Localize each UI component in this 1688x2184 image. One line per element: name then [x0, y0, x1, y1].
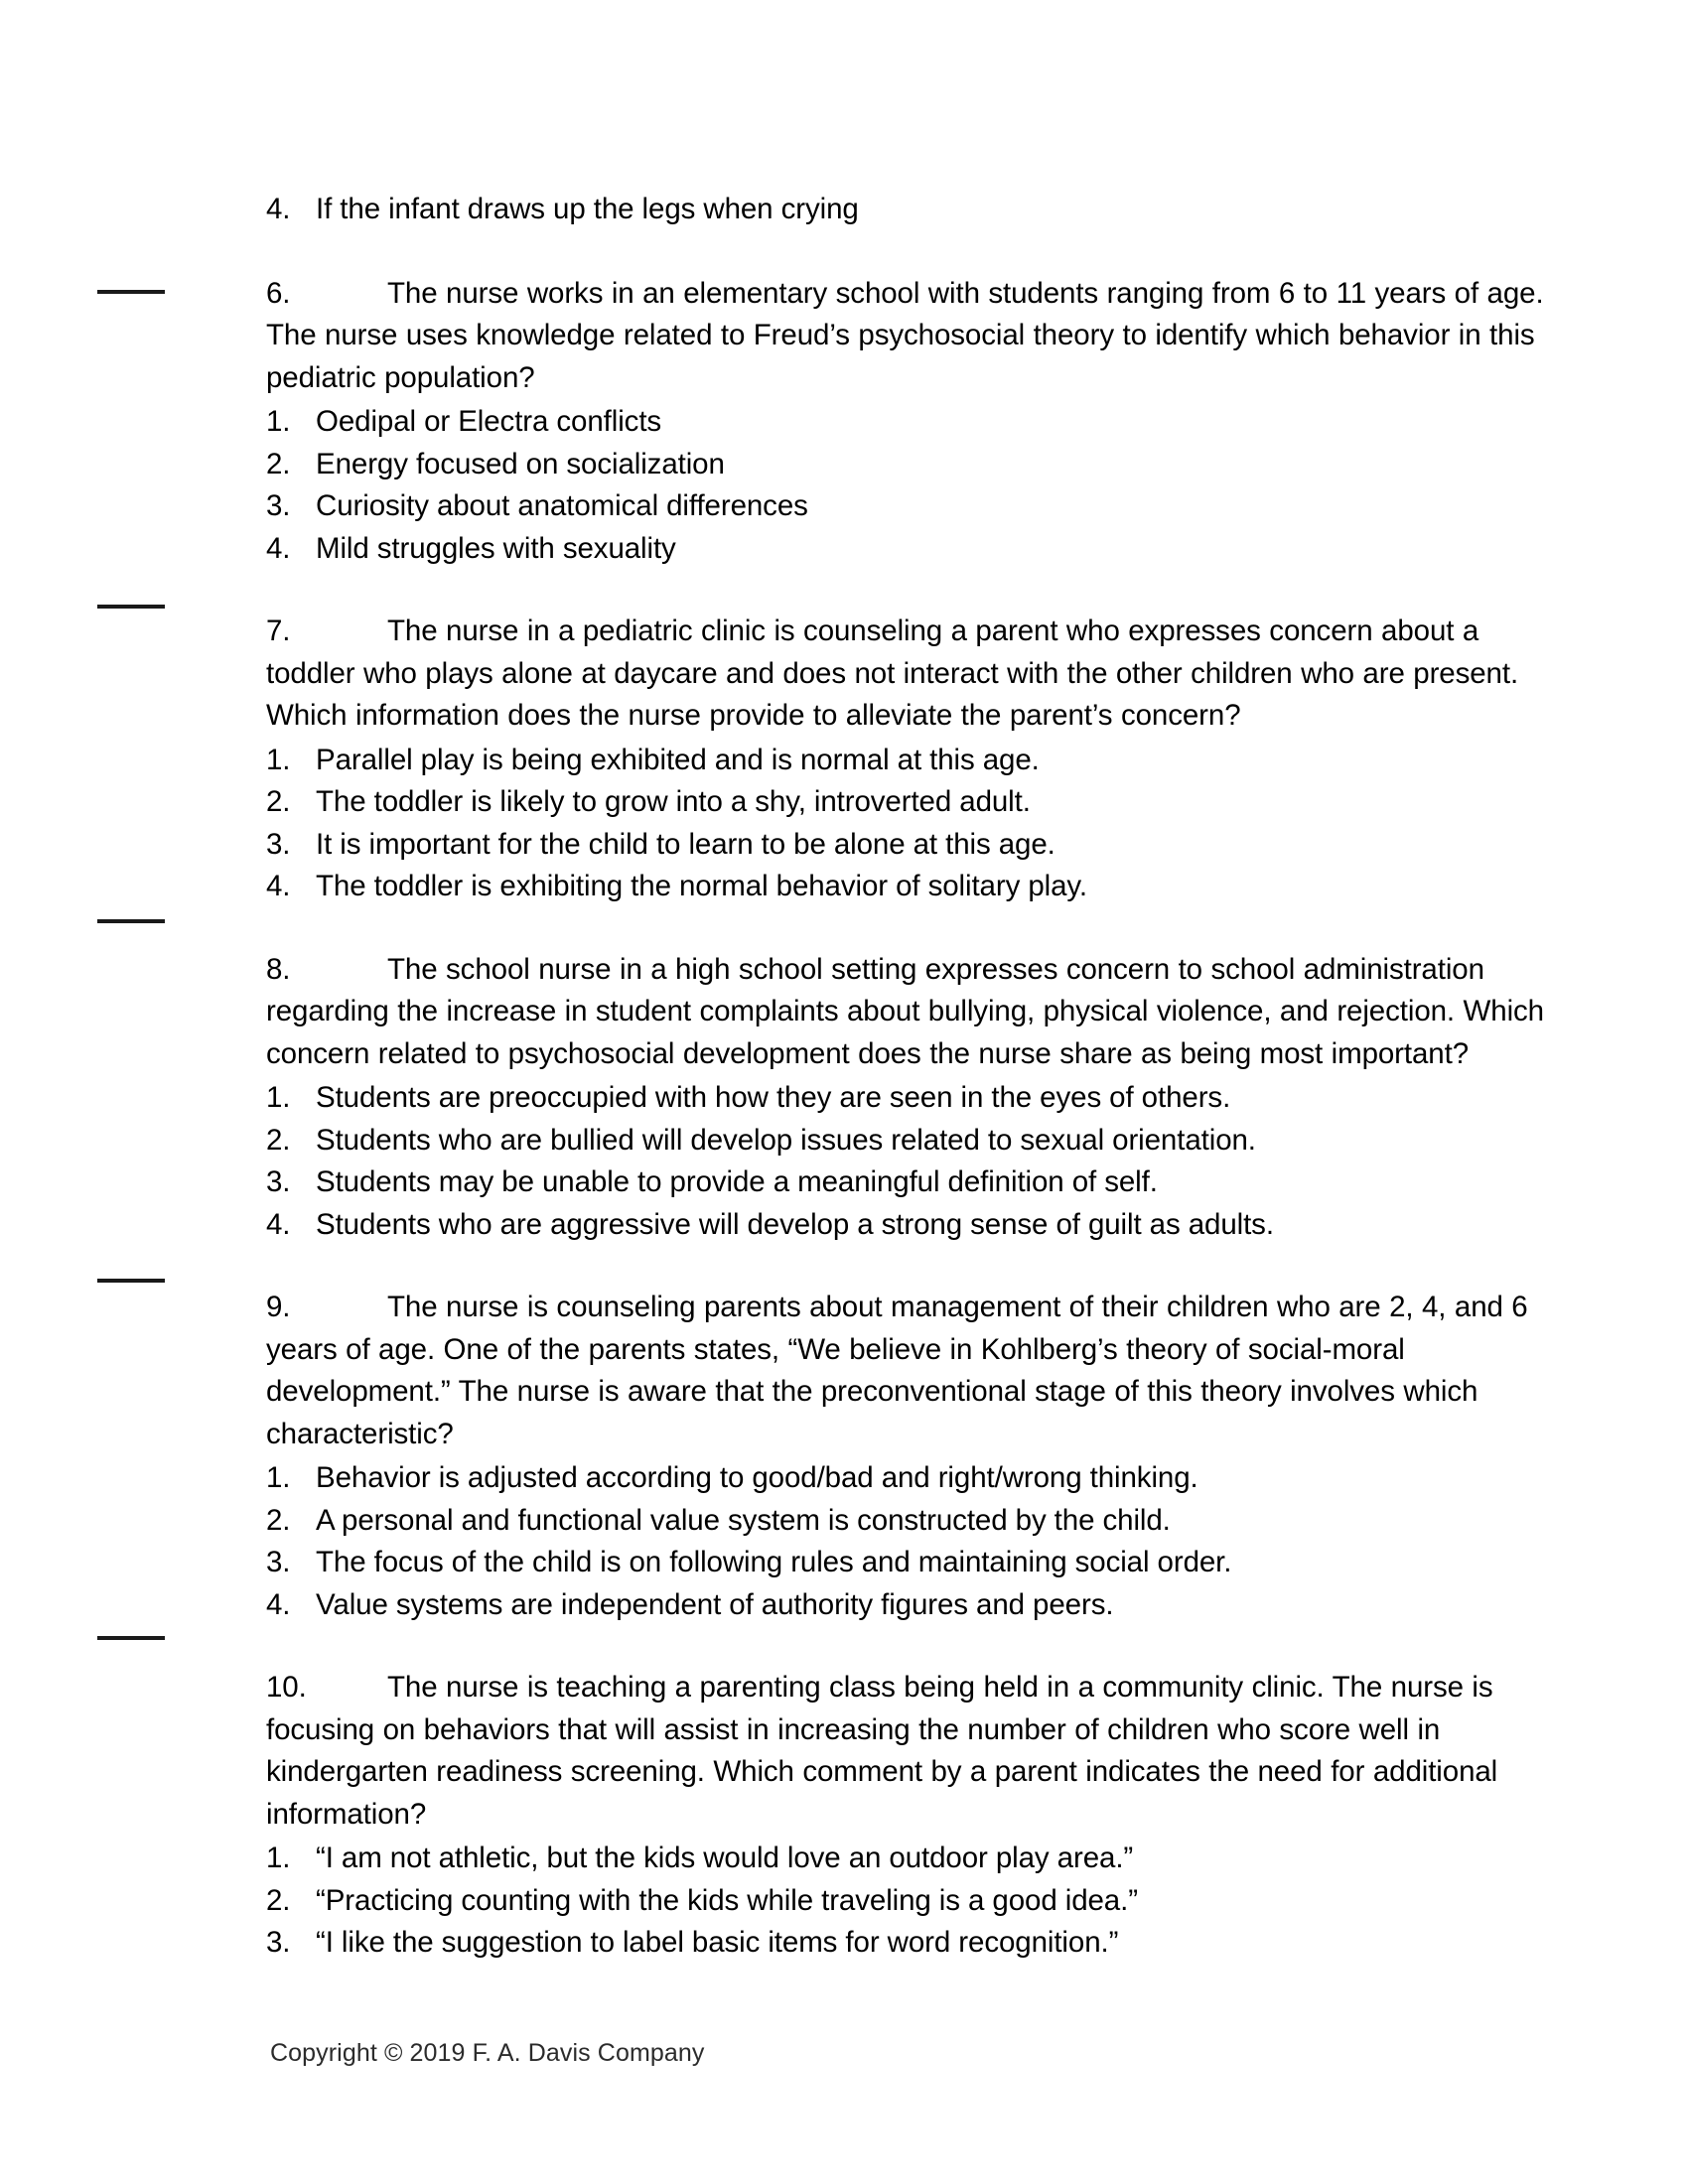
option-number: 4. [266, 193, 291, 225]
option-text: Students are preoccupied with how they are seen in the eyes of others. [316, 1081, 1231, 1114]
list-item[interactable] [266, 401, 1557, 444]
question-content [266, 189, 1557, 1965]
option-text: Mild struggles with sexuality [316, 531, 676, 565]
list-item[interactable] [266, 1161, 1557, 1204]
question-stem [266, 611, 1557, 738]
option-list [266, 1457, 1557, 1626]
option-number: 1. [266, 1842, 291, 1874]
list-item[interactable] [266, 1584, 1557, 1627]
question-block [266, 949, 1557, 1288]
option-text: Students may be unable to provide a meaningful definition of self. [316, 1165, 1158, 1198]
question-stem-text: The nurse is counseling parents about management of their children who are 2, 4, and 6 years of age. One of the parents states, “We believe in Kohlberg’s theory of social-moral development.” The nurse is aware that the preconventional stage of this theory involves which characteristic? [266, 1291, 1528, 1450]
option-text: The toddler is exhibiting the normal behavior of solitary play. [316, 870, 1087, 902]
list-item[interactable] [266, 1204, 1557, 1247]
option-text: It is important for the child to learn to be alone at this age. [316, 827, 1055, 861]
option-text: Oedipal or Electra conflicts [316, 405, 662, 438]
answer-blank-line[interactable] [97, 919, 165, 923]
question-number: 10. [266, 1671, 307, 1704]
answer-blank-line[interactable] [97, 605, 165, 609]
option-number: 4. [266, 870, 291, 902]
option-number: 2. [266, 785, 291, 818]
answer-blank-line[interactable] [97, 1279, 165, 1283]
option-text: The focus of the child is on following rules and maintaining social order. [316, 1546, 1232, 1578]
option-text: “Practicing counting with the kids while traveling is a good idea.” [316, 1883, 1138, 1917]
option-number: 3. [266, 827, 291, 861]
option-text: Behavior is adjusted according to good/bad and right/wrong thinking. [316, 1461, 1198, 1494]
question-stem [266, 1287, 1557, 1455]
question-list [266, 273, 1557, 1965]
spacer [266, 570, 1557, 611]
option-number: 3. [266, 1926, 291, 1959]
option-text: If the infant draws up the legs when crying [316, 193, 859, 225]
spacer [266, 908, 1557, 949]
option-number: 2. [266, 1503, 291, 1537]
list-item[interactable] [266, 1880, 1557, 1923]
list-item[interactable] [266, 1922, 1557, 1965]
option-number: 1. [266, 1081, 291, 1114]
option-number: 2. [266, 447, 291, 480]
question-number: 6. [266, 276, 291, 310]
option-text: “I like the suggestion to label basic items for word recognition.” [316, 1926, 1119, 1959]
option-number: 4. [266, 1587, 291, 1621]
option-text: Students who are aggressive will develop a strong sense of guilt as adults. [316, 1207, 1274, 1241]
answer-blank-line[interactable] [97, 290, 165, 294]
page-footer: Copyright © 2019 F. A. Davis Company [270, 2039, 705, 2067]
list-item[interactable] [266, 1500, 1557, 1543]
option-number: 3. [266, 489, 291, 522]
list-item[interactable] [266, 740, 1557, 782]
option-number: 2. [266, 1123, 291, 1157]
spacer [266, 1626, 1557, 1667]
question-number: 8. [266, 952, 291, 986]
option-number: 3. [266, 1165, 291, 1198]
question-stem-text: The school nurse in a high school setting expresses concern to school administration regarding the increase in student complaints about bullying, physical violence, and rejection. Which concern related to psychosocial development does the nurse share as being most important? [266, 952, 1544, 1070]
option-number: 1. [266, 405, 291, 438]
list-item[interactable] [266, 1838, 1557, 1880]
list-item[interactable] [266, 444, 1557, 486]
option-text: “I am not athletic, but the kids would love an outdoor play area.” [316, 1842, 1134, 1874]
option-text: A personal and functional value system is constructed by the child. [316, 1503, 1171, 1537]
question-block [266, 611, 1557, 949]
option-text: Parallel play is being exhibited and is normal at this age. [316, 743, 1040, 776]
carryover-option-list [266, 189, 1557, 231]
option-text: Energy focused on socialization [316, 447, 725, 480]
option-number: 4. [266, 1207, 291, 1241]
question-stem [266, 949, 1557, 1076]
option-list [266, 1838, 1557, 1965]
list-item[interactable] [266, 1120, 1557, 1162]
list-item[interactable] [266, 189, 1557, 231]
question-stem [266, 273, 1557, 400]
question-number: 7. [266, 614, 291, 647]
question-stem-text: The nurse works in an elementary school with students ranging from 6 to 11 years of age. The nurse uses knowledge related to Freud’s psychosocial theory to identify which behavior in this pediatric population? [266, 276, 1544, 394]
list-item[interactable] [266, 781, 1557, 824]
question-stem [266, 1667, 1557, 1836]
option-number: 1. [266, 1461, 291, 1494]
list-item[interactable] [266, 1457, 1557, 1500]
question-stem-text: The nurse is teaching a parenting class being held in a community clinic. The nurse is focusing on behaviors that will assist in increasing the number of children who score well in kindergarten readiness screening. Which comment by a parent indicates the need for additional information? [266, 1671, 1498, 1831]
question-number: 9. [266, 1291, 291, 1323]
option-list [266, 740, 1557, 908]
option-text: Students who are bullied will develop issues related to sexual orientation. [316, 1123, 1256, 1157]
option-number: 3. [266, 1546, 291, 1578]
list-item[interactable] [266, 1542, 1557, 1584]
list-item[interactable] [266, 1077, 1557, 1120]
option-text: Value systems are independent of authority figures and peers. [316, 1587, 1114, 1621]
question-stem-text: The nurse in a pediatric clinic is counseling a parent who expresses concern about a toddler who plays alone at daycare and does not interact with the other children who are present. Which information does the nurse provide to alleviate the parent’s concern? [266, 614, 1519, 732]
option-list [266, 401, 1557, 570]
spacer [266, 231, 1557, 273]
list-item[interactable] [266, 485, 1557, 528]
list-item[interactable] [266, 866, 1557, 908]
option-number: 1. [266, 743, 291, 776]
question-block [266, 1667, 1557, 1965]
spacer [266, 1246, 1557, 1287]
option-text: The toddler is likely to grow into a shy, introverted adult. [316, 785, 1031, 818]
option-number: 2. [266, 1883, 291, 1917]
list-item[interactable] [266, 528, 1557, 571]
option-text: Curiosity about anatomical differences [316, 489, 808, 522]
answer-blank-line[interactable] [97, 1636, 165, 1640]
option-list [266, 1077, 1557, 1246]
question-block [266, 273, 1557, 612]
option-number: 4. [266, 531, 291, 565]
question-block [266, 1287, 1557, 1667]
list-item[interactable] [266, 824, 1557, 867]
